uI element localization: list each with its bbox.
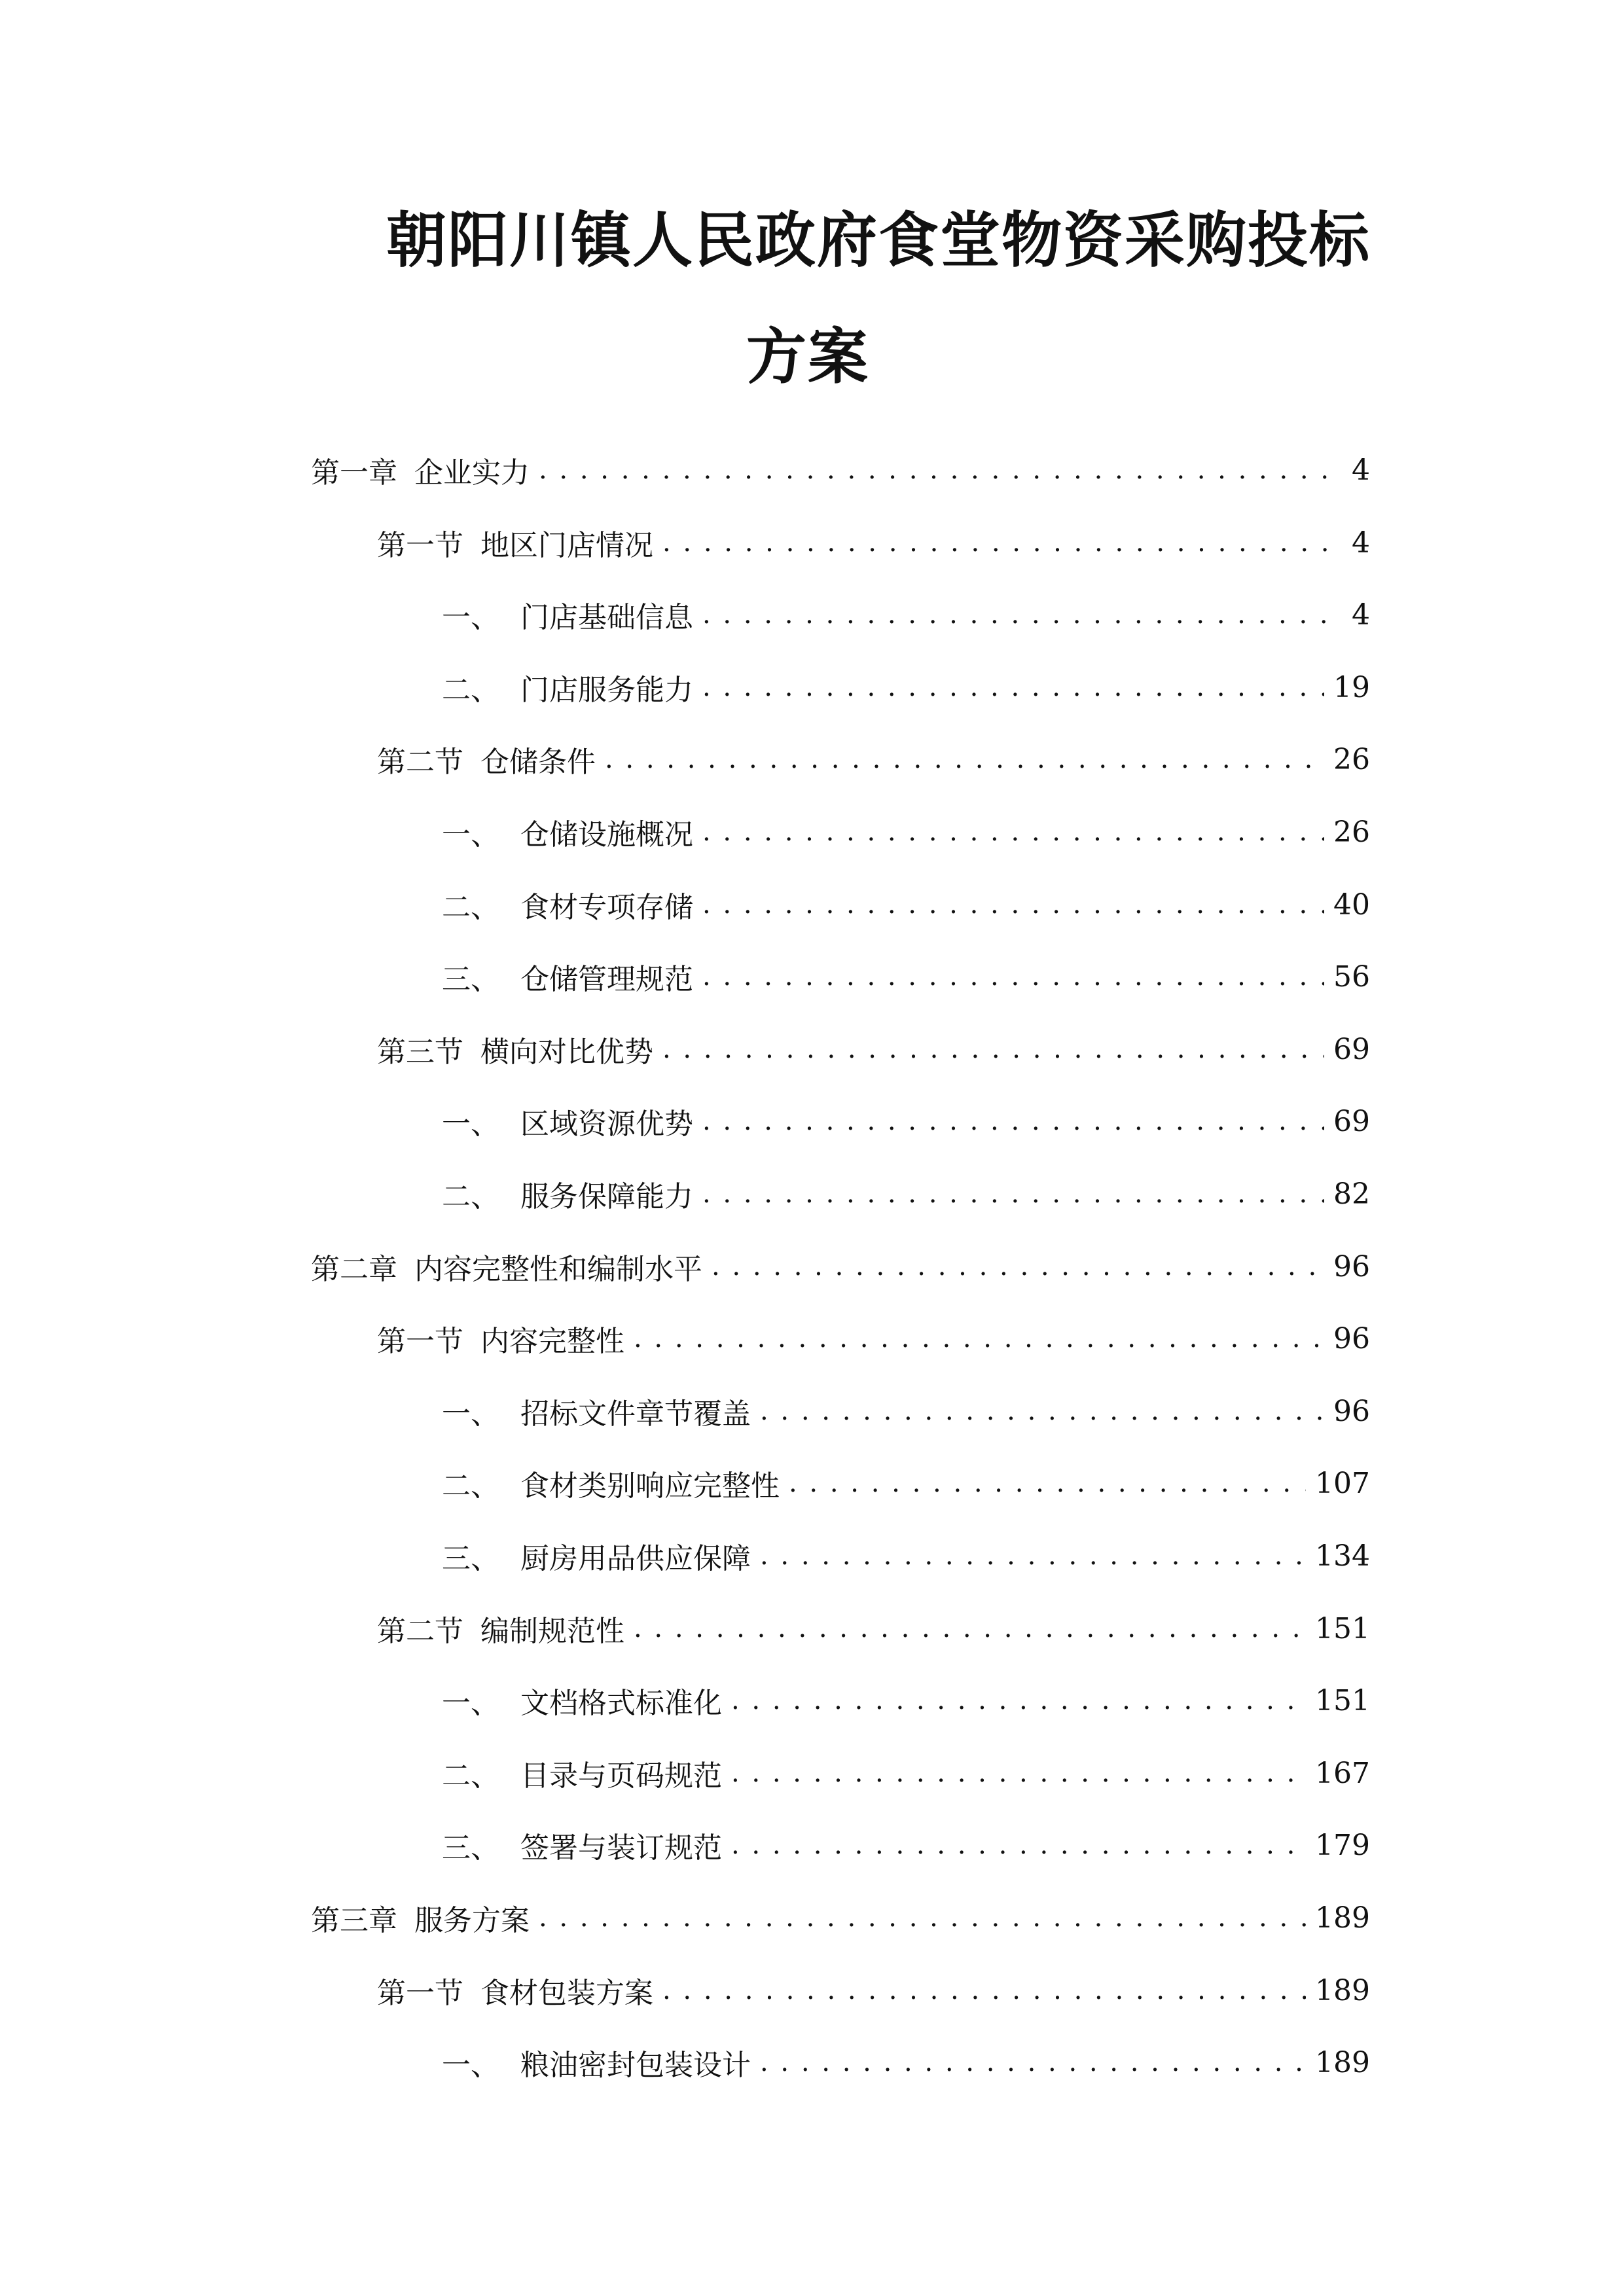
toc-dot-leader <box>702 957 1324 996</box>
toc-entry-title: 横向对比优势 <box>480 1035 653 1069</box>
toc-entry-title: 服务方案 <box>414 1904 530 1937</box>
toc-entry-page-number: 167 <box>1315 1756 1370 1790</box>
toc-dot-leader <box>702 595 1335 634</box>
toc-entry-page-number: 189 <box>1315 1973 1370 2007</box>
toc-dot-leader <box>605 740 1324 779</box>
toc-entry-page-number: 4 <box>1352 526 1370 560</box>
toc-entry-number: 第二节 <box>377 745 463 779</box>
toc-entry-number: 二、 <box>442 1759 499 1793</box>
toc-entry-page-number: 96 <box>1333 1394 1370 1428</box>
toc-entry[interactable] <box>442 1681 1370 1720</box>
toc-dot-leader <box>634 1609 1306 1648</box>
toc-entry-title: 企业实力 <box>414 456 530 490</box>
toc-entry-title: 签署与装订规范 <box>520 1831 722 1865</box>
toc-entry[interactable] <box>377 1609 1370 1648</box>
toc-entry-title: 编制规范性 <box>480 1615 624 1648</box>
toc-entry-title: 食材专项存储 <box>520 891 693 924</box>
title-line-1: 朝阳川镇人民政府食堂物资采购投标 <box>386 206 1371 276</box>
toc-entry-title: 门店服务能力 <box>520 673 693 707</box>
toc-entry-title: 区域资源优势 <box>520 1107 693 1141</box>
title-line-2: 方案 <box>746 322 870 392</box>
toc-entry-title: 招标文件章节覆盖 <box>520 1397 751 1431</box>
toc-entry-page-number: 19 <box>1333 670 1370 704</box>
toc-entry-page-number: 82 <box>1333 1177 1370 1211</box>
toc-entry-page-number: 4 <box>1352 598 1370 632</box>
toc-entry-page-number: 151 <box>1315 1683 1370 1717</box>
toc-entry-page-number: 151 <box>1315 1611 1370 1645</box>
toc-entry[interactable] <box>442 885 1370 924</box>
toc-dot-leader <box>634 1319 1324 1358</box>
toc-entry-page-number: 107 <box>1315 1466 1370 1500</box>
toc-dot-leader <box>662 1971 1306 2010</box>
toc-entry-number: 第三章 <box>311 1904 397 1937</box>
toc-entry-number: 第一节 <box>377 529 463 562</box>
toc-entry[interactable] <box>442 595 1370 634</box>
toc-entry[interactable] <box>377 1971 1370 2010</box>
toc-entry-number: 一、 <box>442 1687 499 1720</box>
toc-entry-number: 一、 <box>442 1397 499 1431</box>
toc-entry-page-number: 69 <box>1333 1032 1370 1066</box>
toc-dot-leader <box>662 523 1335 562</box>
toc-entry-page-number: 26 <box>1333 742 1370 776</box>
toc-dot-leader <box>702 668 1324 707</box>
toc-entry-number: 三、 <box>442 1542 499 1575</box>
toc-entry[interactable] <box>442 1753 1370 1793</box>
toc-dot-leader <box>760 1391 1324 1431</box>
toc-entry[interactable] <box>311 450 1370 490</box>
toc-entry-page-number: 26 <box>1333 815 1370 849</box>
toc-entry-page-number: 96 <box>1333 1321 1370 1355</box>
toc-entry[interactable] <box>442 668 1370 707</box>
toc-entry-number: 二、 <box>442 673 499 707</box>
toc-entry-title: 仓储设施概况 <box>520 818 693 852</box>
toc-entry-title: 目录与页码规范 <box>520 1759 722 1793</box>
toc-dot-leader <box>731 1681 1306 1720</box>
toc-entry-page-number: 189 <box>1315 2045 1370 2079</box>
toc-entry-page-number: 134 <box>1315 1539 1370 1573</box>
toc-entry-title: 厨房用品供应保障 <box>520 1542 751 1575</box>
toc-entry-title: 内容完整性和编制水平 <box>414 1253 702 1286</box>
toc-dot-leader <box>712 1247 1324 1286</box>
toc-entry-title: 文档格式标准化 <box>520 1687 722 1720</box>
toc-entry-number: 第一节 <box>377 1977 463 2010</box>
toc-entry[interactable] <box>442 1391 1370 1431</box>
toc-entry-number: 二、 <box>442 891 499 924</box>
toc-entry-number: 三、 <box>442 963 499 996</box>
toc-entry-page-number: 96 <box>1333 1249 1370 1283</box>
toc-entry[interactable] <box>377 1319 1370 1358</box>
toc-entry-number: 一、 <box>442 818 499 852</box>
toc-dot-leader <box>789 1463 1306 1503</box>
toc-entry-number: 第二章 <box>311 1253 397 1286</box>
toc-dot-leader <box>702 1174 1324 1213</box>
toc-entry[interactable] <box>311 1247 1370 1286</box>
toc-entry-title: 食材类别响应完整性 <box>520 1469 780 1503</box>
toc-entry-page-number: 69 <box>1333 1104 1370 1138</box>
toc-entry[interactable] <box>377 740 1370 779</box>
toc-entry[interactable] <box>311 1898 1370 1937</box>
toc-entry-title: 粮油密封包装设计 <box>520 2049 751 2082</box>
toc-entry-title: 门店基础信息 <box>520 601 693 634</box>
toc-entry[interactable] <box>442 1102 1370 1141</box>
toc-dot-leader <box>760 2043 1306 2082</box>
toc-entry-number: 一、 <box>442 601 499 634</box>
toc-entry-title: 服务保障能力 <box>520 1180 693 1213</box>
toc-entry-title: 内容完整性 <box>480 1325 624 1358</box>
toc-dot-leader <box>662 1030 1324 1069</box>
toc-dot-leader <box>731 1825 1306 1865</box>
toc-entry-number: 第三节 <box>377 1035 463 1069</box>
toc-entry[interactable] <box>442 2043 1370 2082</box>
toc-entry-title: 仓储条件 <box>480 745 596 779</box>
toc-dot-leader <box>539 450 1335 490</box>
toc-entry[interactable] <box>442 812 1370 852</box>
toc-entry-number: 第一章 <box>311 456 397 490</box>
toc-entry-number: 三、 <box>442 1831 499 1865</box>
toc-entry[interactable] <box>377 1030 1370 1069</box>
toc-entry-title: 食材包装方案 <box>480 1977 653 2010</box>
toc-entry[interactable] <box>377 523 1370 562</box>
toc-entry[interactable] <box>442 957 1370 996</box>
toc-entry[interactable] <box>442 1463 1370 1503</box>
toc-entry[interactable] <box>442 1825 1370 1865</box>
toc-entry-page-number: 4 <box>1352 453 1370 487</box>
toc-entry-number: 二、 <box>442 1180 499 1213</box>
toc-dot-leader <box>702 885 1324 924</box>
toc-entry-number: 第一节 <box>377 1325 463 1358</box>
toc-dot-leader <box>539 1898 1306 1937</box>
toc-dot-leader <box>702 1102 1324 1141</box>
toc-dot-leader <box>731 1753 1306 1793</box>
toc-entry-title: 地区门店情况 <box>480 529 653 562</box>
toc-entry-number: 第二节 <box>377 1615 463 1648</box>
toc-entry-page-number: 179 <box>1315 1828 1370 1862</box>
toc-entry-page-number: 40 <box>1333 888 1370 922</box>
toc-entry-number: 二、 <box>442 1469 499 1503</box>
toc-entry-page-number: 189 <box>1315 1901 1370 1935</box>
toc-entry-number: 一、 <box>442 1107 499 1141</box>
toc-entry-page-number: 56 <box>1333 960 1370 994</box>
toc-entry[interactable] <box>442 1174 1370 1213</box>
toc-entry-number: 一、 <box>442 2049 499 2082</box>
toc-dot-leader <box>702 812 1324 852</box>
toc-dot-leader <box>760 1536 1306 1575</box>
toc-entry-title: 仓储管理规范 <box>520 963 693 996</box>
toc-entry[interactable] <box>442 1536 1370 1575</box>
